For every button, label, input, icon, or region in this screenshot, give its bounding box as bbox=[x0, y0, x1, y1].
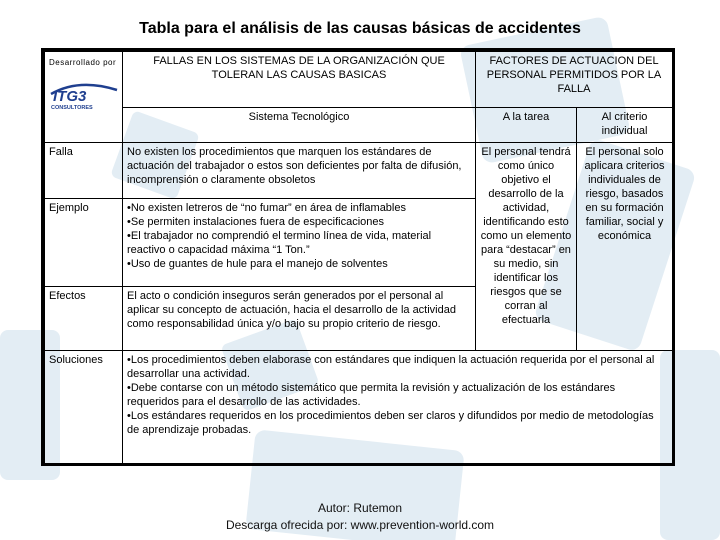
page-title: Tabla para el análisis de las causas básicas de accidentes bbox=[139, 20, 581, 37]
logo-brand: ITG3 bbox=[53, 88, 87, 105]
soluciones-cell bbox=[123, 351, 673, 464]
ejemplo-bullet: •El trabajador no comprendió el termino línea de vida, material reactivo o capacidad máxima “1 Ton.” bbox=[127, 230, 432, 256]
ejemplo-bullet: •No existen letreros de “no fumar” en área de inflamables bbox=[127, 202, 406, 214]
row-label-falla: Falla bbox=[45, 143, 123, 199]
ejemplo-bullet: •Se permiten instalaciones fuera de especificaciones bbox=[127, 216, 384, 228]
header-factores: FACTORES DE ACTUACION DEL PERSONAL PERMITIDOS POR LA FALLA bbox=[476, 52, 673, 108]
soluciones-bullet: •Debe contarse con un método sistemático que permita la revisión y actualización de los estándares requeridos para el desarrollo de las actividades. bbox=[127, 382, 616, 408]
footer-author: Autor: Rutemon bbox=[317, 501, 403, 515]
itg3-logo bbox=[49, 80, 119, 110]
row-label-efectos: Efectos bbox=[45, 287, 123, 351]
footer-download-link[interactable]: Descarga ofrecida por: www.prevention-world.com bbox=[225, 518, 495, 532]
footer bbox=[0, 500, 720, 534]
soluciones-bullet: •Los estándares requeridos en los procedimientos deben ser claros y difundidos por medio de metodologías de aprendizaje probadas. bbox=[127, 410, 654, 436]
developed-by-label: Desarrollado por bbox=[49, 58, 117, 67]
efectos-text: El acto o condición inseguros serán generados por el personal al aplicar su concepto de actuación, hacia el desarrollo de la actividad como responsabilidad única y/o bajo su propio criterio de riesgo. bbox=[123, 287, 476, 351]
factor-tarea-text: El personal tendrá como único objetivo el desarrollo de la actividad, identificando esto como un elemento para “destacar” en su medio, sin identificar los riesgos que se corran al efectuarla bbox=[476, 143, 577, 351]
falla-text: No existen los procedimientos que marquen los estándares de actuación del trabajador o estos son deficientes por falta de difusión, incomprensión o claramente obsoletos bbox=[123, 143, 476, 199]
ejemplo-bullet: •Uso de guantes de hule para el manejo de solventes bbox=[127, 258, 388, 270]
header-sistema-tecnologico: Sistema Tecnológico bbox=[123, 108, 476, 143]
header-a-la-tarea: A la tarea bbox=[476, 108, 577, 143]
row-label-soluciones: Soluciones bbox=[45, 351, 123, 464]
header-fallas: FALLAS EN LOS SISTEMAS DE LA ORGANIZACIÓN QUE TOLERAN LAS CAUSAS BASICAS bbox=[123, 52, 476, 108]
header-criterio-individual: Al criterio individual bbox=[577, 108, 673, 143]
logo-tagline: CONSULTORES bbox=[51, 105, 93, 110]
analysis-table bbox=[44, 51, 673, 464]
soluciones-bullet: •Los procedimientos deben elaborase con estándares que indiquen la actuación requerida por el personal al desarrollar una actividad. bbox=[127, 354, 655, 380]
logo-cell bbox=[45, 52, 123, 143]
factor-criterio-text: El personal solo aplicara criterios individuales de riesgo, basados en su formación familiar, social y económica bbox=[577, 143, 673, 351]
ejemplo-cell bbox=[123, 199, 476, 287]
row-label-ejemplo: Ejemplo bbox=[45, 199, 123, 287]
